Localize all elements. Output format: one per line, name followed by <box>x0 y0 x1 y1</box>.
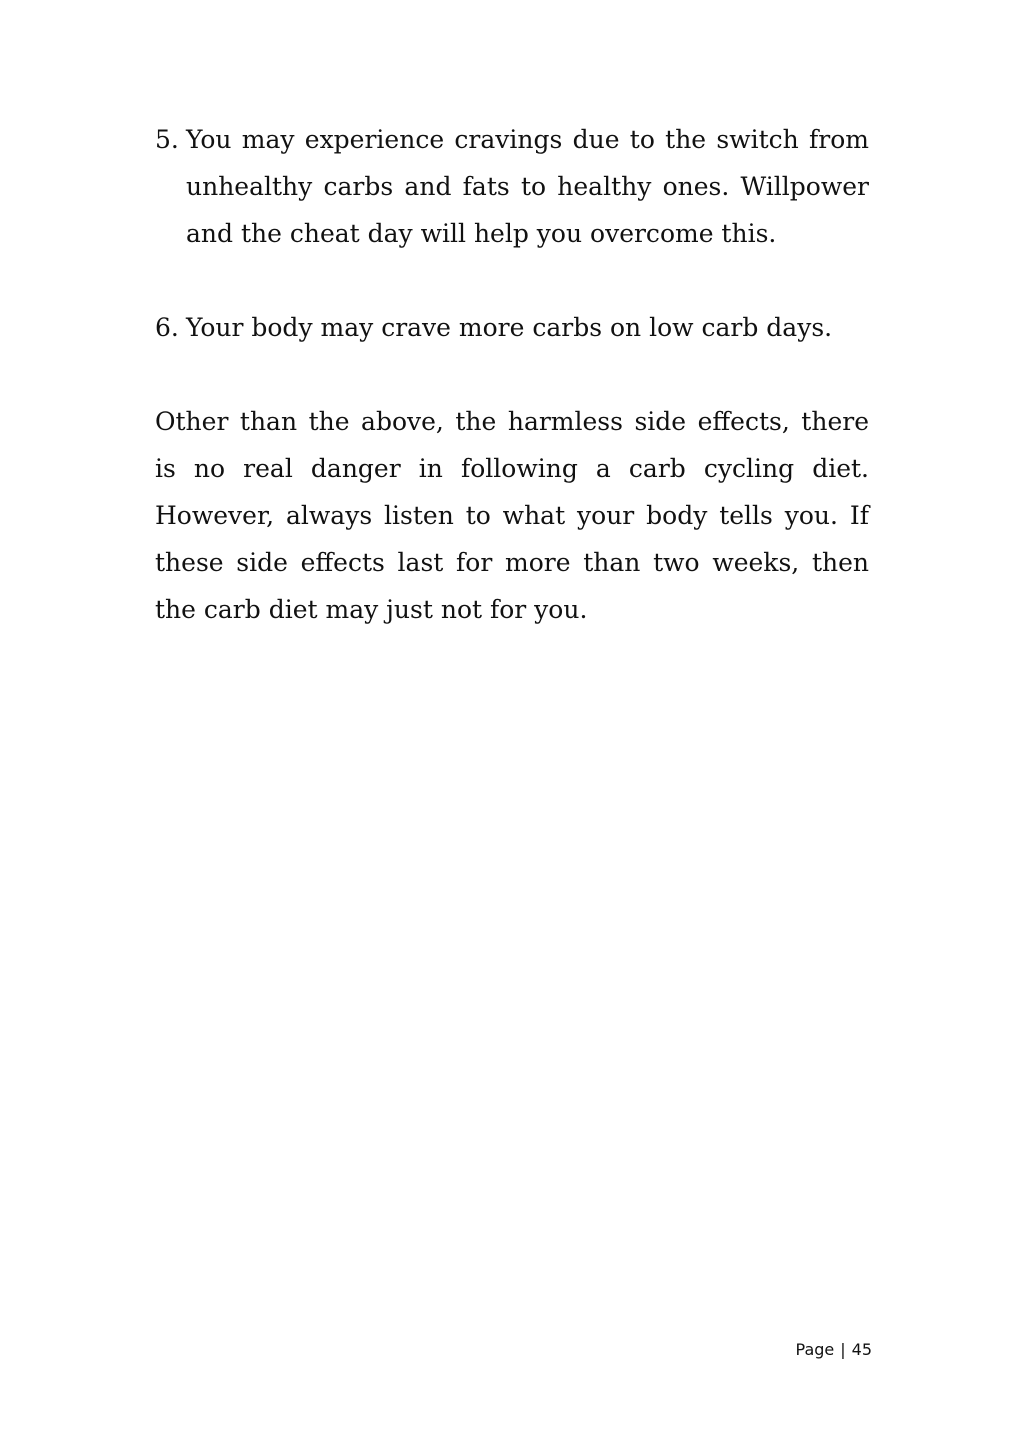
list-item <box>155 304 869 351</box>
page-content <box>155 116 869 633</box>
page-separator: | <box>840 1340 846 1359</box>
list-item-number: 6. <box>155 313 179 342</box>
spacer <box>155 351 869 398</box>
list-item-text: You may experience cravings due to the switch from unhealthy carbs and fats to healthy ones. Willpower and the cheat day will help you overcome this. <box>186 125 869 248</box>
body-paragraph: Other than the above, the harmless side effects, there is no real danger in following a carb cycling diet. However, always listen to what your body tells you. If these side effects last for more than two weeks, then the carb diet may just not for you. <box>155 407 869 624</box>
list-item-number: 5. <box>155 125 179 154</box>
spacer <box>155 257 869 304</box>
list-item-text: Your body may crave more carbs on low carb days. <box>186 313 833 342</box>
page-footer <box>796 1340 872 1359</box>
page-number: 45 <box>851 1340 872 1359</box>
page-label: Page <box>795 1340 835 1359</box>
list-item <box>155 116 869 257</box>
